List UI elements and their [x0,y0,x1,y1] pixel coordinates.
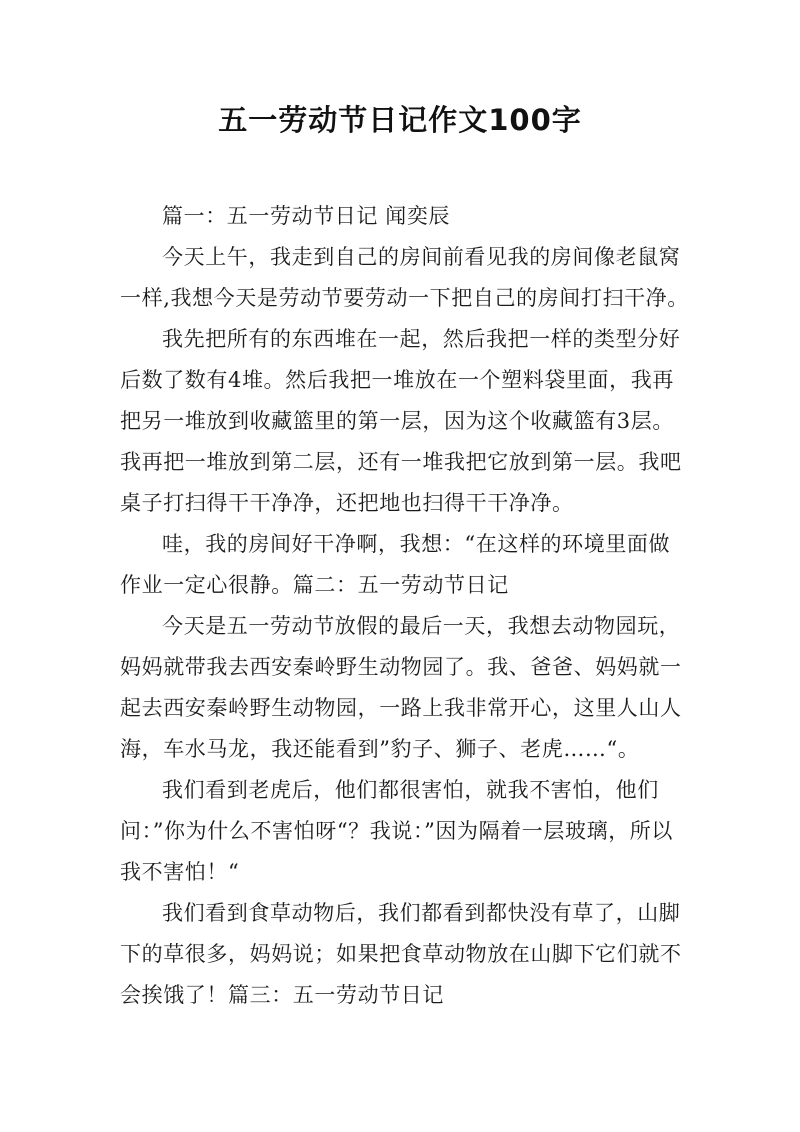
body-paragraph: 今天上午，我走到自己的房间前看见我的房间像老鼠窝一样,我想今天是劳动节要劳动一下把自己的房间打扫干净。 [120,245,689,310]
document-title: 五一劳动节日记作文100字 [218,103,582,137]
body-paragraph: 我们看到食草动物后，我们都看到都快没有草了，山脚下的草很多，妈妈说；如果把食草动物放在山脚下它们就不会挨饿了！篇三：五一劳动节日记 [120,901,682,1007]
body-paragraph: 我们看到老虎后，他们都很害怕，就我不害怕，他们问：”你为什么不害怕呀“？我说：”因为隔着一层玻璃，所以我不害怕！“ [120,778,674,884]
article-label-paragraph: 篇一：五一劳动节日记 闻奕辰 [162,204,451,228]
body-paragraph: 哇，我的房间好干净啊，我想：“在这样的环境里面做作业一定心很静。篇二：五一劳动节日记 [120,532,671,597]
document-body [120,196,690,1016]
body-paragraph: 我先把所有的东西堆在一起，然后我把一样的类型分好后数了数有4堆。然后我把一堆放在一个塑料袋里面，我再把另一堆放到收藏篮里的第一层，因为这个收藏篮有3层。我再把一堆放到第二层，还有一堆我把它放到第一层。我吧桌子打扫得干干净净，还把地也扫得干干净净。 [120,327,682,515]
body-paragraph: 今天是五一劳动节放假的最后一天，我想去动物园玩，妈妈就带我去西安秦岭野生动物园了。我、爸爸、妈妈就一起去西安秦岭野生动物园，一路上我非常开心，这里人山人海，车水马龙，我还能看到”豹子、狮子、老虎……“。 [120,614,682,761]
